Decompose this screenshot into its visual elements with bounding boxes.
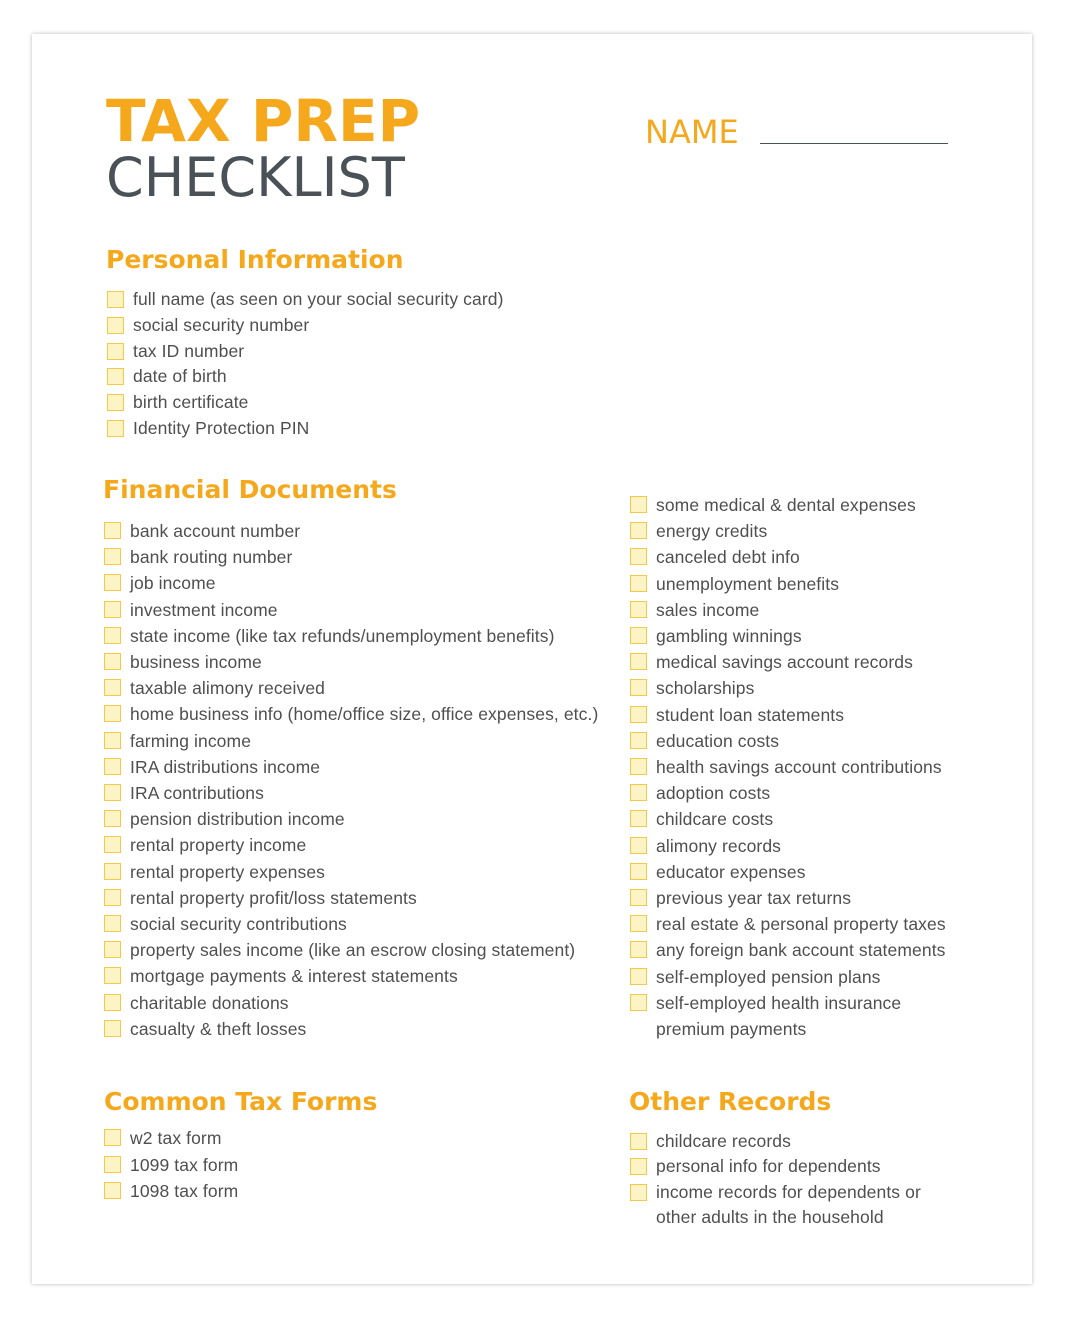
checkbox[interactable] — [104, 732, 121, 749]
checklist-item-label: pension distribution income — [130, 809, 345, 830]
checklist-item-label: personal info for dependents — [656, 1156, 881, 1177]
checklist-item-label: bank account number — [130, 521, 301, 541]
checklist-item — [630, 571, 970, 597]
checklist-item — [104, 1125, 238, 1152]
checklist-item — [630, 1154, 960, 1179]
checkbox[interactable] — [630, 575, 647, 592]
checkbox[interactable] — [630, 889, 647, 906]
checklist-item — [630, 702, 970, 728]
checklist-item-label: IRA contributions — [130, 783, 264, 804]
checkbox[interactable] — [630, 732, 647, 749]
checklist-item-label: canceled debt info — [656, 547, 800, 568]
checklist-item — [630, 728, 970, 754]
checklist-item-label: energy credits — [656, 521, 768, 542]
checklist-item-label: real estate & personal property taxes — [656, 914, 946, 935]
checkbox[interactable] — [104, 758, 121, 775]
personal-information-list — [107, 287, 504, 442]
checkbox[interactable] — [104, 863, 121, 880]
checklist-item — [630, 780, 970, 806]
checklist-item — [630, 990, 970, 1042]
checkbox[interactable] — [630, 627, 647, 644]
heading-personal-information: Personal Information — [106, 245, 404, 274]
checklist-item — [630, 1129, 960, 1154]
checklist-item-label: IRA distributions income — [130, 756, 321, 777]
title-checklist: CHECKLIST — [106, 146, 405, 209]
checklist-item-label: charitable donations — [130, 992, 289, 1013]
checklist-item — [630, 964, 970, 990]
checklist-item — [630, 649, 970, 675]
checklist-item-label: childcare costs — [656, 809, 774, 830]
checklist-item-label: sales income — [656, 599, 760, 620]
checkbox[interactable] — [630, 758, 647, 775]
checklist-item-label: rental property expenses — [130, 861, 326, 882]
checklist-item — [104, 1016, 598, 1042]
checklist-item-label: home business info (home/office size, office expenses, etc.) — [130, 704, 599, 725]
checkbox[interactable] — [104, 1129, 121, 1146]
checklist-item — [104, 937, 598, 963]
checklist-item-label: bank routing number — [130, 547, 293, 568]
checkbox[interactable] — [630, 810, 647, 827]
checkbox[interactable] — [630, 1158, 647, 1175]
checklist-item-label: scholarships — [656, 678, 755, 699]
checkbox[interactable] — [104, 548, 121, 565]
checkbox[interactable] — [630, 941, 647, 958]
checklist-item-label: job income — [130, 573, 216, 594]
checklist-item — [104, 701, 598, 727]
checklist-item-label: date of birth — [133, 366, 227, 387]
checkbox[interactable] — [104, 653, 121, 670]
checkbox[interactable] — [104, 889, 121, 906]
checklist-item-label: social security number — [133, 314, 310, 335]
checkbox[interactable] — [630, 706, 647, 723]
financial-documents-left-list — [104, 518, 598, 1042]
checklist-item — [107, 364, 504, 390]
checklist-item-label: any foreign bank account statements — [656, 940, 946, 961]
heading-financial-documents: Financial Documents — [103, 475, 397, 504]
checkbox[interactable] — [630, 837, 647, 854]
checkbox[interactable] — [630, 522, 647, 539]
checklist-item — [104, 597, 598, 623]
checkbox[interactable] — [107, 394, 124, 411]
checklist-item-label: rental property income — [130, 835, 307, 856]
checkbox[interactable] — [104, 994, 121, 1011]
checkbox[interactable] — [104, 836, 121, 853]
checklist-item — [104, 990, 598, 1016]
checkbox[interactable] — [630, 1184, 647, 1201]
checkbox[interactable] — [630, 601, 647, 618]
checklist-item-label: income records for dependents or other adults in the household — [656, 1181, 921, 1227]
checklist-item — [630, 754, 970, 780]
checklist-item — [630, 675, 970, 701]
checkbox[interactable] — [630, 784, 647, 801]
checkbox[interactable] — [104, 784, 121, 801]
checkbox[interactable] — [104, 1020, 121, 1037]
checkbox[interactable] — [107, 368, 124, 385]
checklist-item — [104, 544, 598, 570]
checkbox[interactable] — [107, 317, 124, 334]
checklist-item — [630, 911, 970, 937]
title-tax-prep: TAX PREP — [106, 87, 421, 155]
checkbox[interactable] — [107, 343, 124, 360]
checkbox[interactable] — [630, 496, 647, 513]
checklist-item — [104, 832, 598, 858]
checkbox[interactable] — [104, 522, 121, 539]
checkbox[interactable] — [107, 420, 124, 437]
financial-documents-right-list — [630, 492, 970, 1042]
checklist-item — [630, 492, 970, 518]
checklist-item-label: educator expenses — [656, 861, 806, 882]
checklist-item — [104, 806, 598, 832]
checklist-item-label: childcare records — [656, 1131, 791, 1151]
name-field-line[interactable] — [760, 143, 948, 144]
checklist-item-label: birth certificate — [133, 392, 249, 413]
checkbox[interactable] — [630, 548, 647, 565]
checklist-item — [104, 885, 598, 911]
checkbox[interactable] — [104, 705, 121, 722]
checklist-item-label: casualty & theft losses — [130, 1018, 307, 1039]
checklist-item-label: investment income — [130, 599, 278, 620]
checklist-item — [630, 937, 970, 963]
checklist-item-label: self-employed health insurance premium payments — [656, 992, 902, 1040]
checklist-item-label: w2 tax form — [130, 1128, 222, 1148]
checklist-item-label: adoption costs — [656, 783, 771, 804]
checkbox[interactable] — [104, 967, 121, 984]
checklist-item — [630, 833, 970, 859]
checklist-item-label: health savings account contributions — [656, 757, 942, 778]
checklist-item — [104, 859, 598, 885]
name-label: NAME — [645, 113, 739, 151]
checklist-item — [630, 518, 970, 544]
checklist-item-label: full name (as seen on your social security card) — [133, 289, 504, 309]
checkbox[interactable] — [630, 653, 647, 670]
checklist-item — [107, 416, 504, 442]
checklist-item — [104, 570, 598, 596]
checklist-item-label: business income — [130, 652, 262, 673]
checkbox[interactable] — [630, 863, 647, 880]
checklist-item-label: gambling winnings — [656, 626, 802, 647]
checkbox[interactable] — [104, 574, 121, 591]
heading-other-records: Other Records — [629, 1087, 832, 1116]
checklist-item-label: Identity Protection PIN — [133, 417, 310, 438]
checklist-item-label: previous year tax returns — [656, 888, 852, 909]
checkbox[interactable] — [630, 994, 647, 1011]
checklist-item-label: tax ID number — [133, 340, 245, 361]
checklist-item — [630, 859, 970, 885]
checklist-item — [104, 1178, 238, 1205]
checkbox[interactable] — [630, 1133, 647, 1150]
checklist-item — [630, 1180, 960, 1231]
checklist-item — [104, 1152, 238, 1179]
checklist-item — [630, 806, 970, 832]
checklist-item-label: self-employed pension plans — [656, 966, 881, 987]
checkbox[interactable] — [630, 679, 647, 696]
checklist-item-label: state income (like tax refunds/unemployment benefits) — [130, 625, 555, 646]
checklist-item-label: education costs — [656, 730, 780, 751]
checkbox[interactable] — [104, 1182, 121, 1199]
checklist-item-label: mortgage payments & interest statements — [130, 966, 458, 987]
checklist-item — [107, 390, 504, 416]
checklist-item — [104, 754, 598, 780]
checklist-item — [107, 339, 504, 365]
checklist-item — [104, 518, 598, 544]
checkbox[interactable] — [104, 915, 121, 932]
checkbox[interactable] — [104, 601, 121, 618]
checkbox[interactable] — [104, 941, 121, 958]
checklist-item-label: some medical & dental expenses — [656, 495, 916, 515]
checkbox[interactable] — [104, 1156, 121, 1173]
common-tax-forms-list — [104, 1125, 238, 1205]
checklist-item — [104, 675, 598, 701]
checkbox[interactable] — [104, 810, 121, 827]
checklist-item — [104, 911, 598, 937]
checklist-item-label: property sales income (like an escrow closing statement) — [130, 940, 576, 961]
checklist-item-label: 1099 tax form — [130, 1154, 239, 1175]
heading-common-tax-forms: Common Tax Forms — [104, 1087, 378, 1116]
checklist-item-label: unemployment benefits — [656, 573, 840, 594]
other-records-list — [630, 1129, 960, 1230]
checklist-item — [630, 885, 970, 911]
checkbox[interactable] — [630, 915, 647, 932]
checklist-item — [107, 287, 504, 313]
checklist-item-label: alimony records — [656, 835, 782, 856]
checklist-item — [104, 963, 598, 989]
checklist-item — [630, 623, 970, 649]
checklist-item — [104, 728, 598, 754]
checklist-item-label: social security contributions — [130, 914, 347, 935]
checklist-item-label: taxable alimony received — [130, 678, 326, 699]
checklist-item — [630, 597, 970, 623]
checklist-item — [630, 544, 970, 570]
checkbox[interactable] — [107, 291, 124, 308]
checklist-item-label: farming income — [130, 730, 252, 751]
checklist-item — [104, 623, 598, 649]
checklist-item — [104, 780, 598, 806]
checklist-item-label: medical savings account records — [656, 652, 913, 673]
checkbox[interactable] — [104, 679, 121, 696]
checklist-item — [107, 313, 504, 339]
checklist-item-label: 1098 tax form — [130, 1181, 239, 1201]
checkbox[interactable] — [630, 968, 647, 985]
checklist-item-label: rental property profit/loss statements — [130, 887, 417, 908]
checklist-item — [104, 649, 598, 675]
checkbox[interactable] — [104, 627, 121, 644]
checklist-item-label: student loan statements — [656, 704, 845, 725]
